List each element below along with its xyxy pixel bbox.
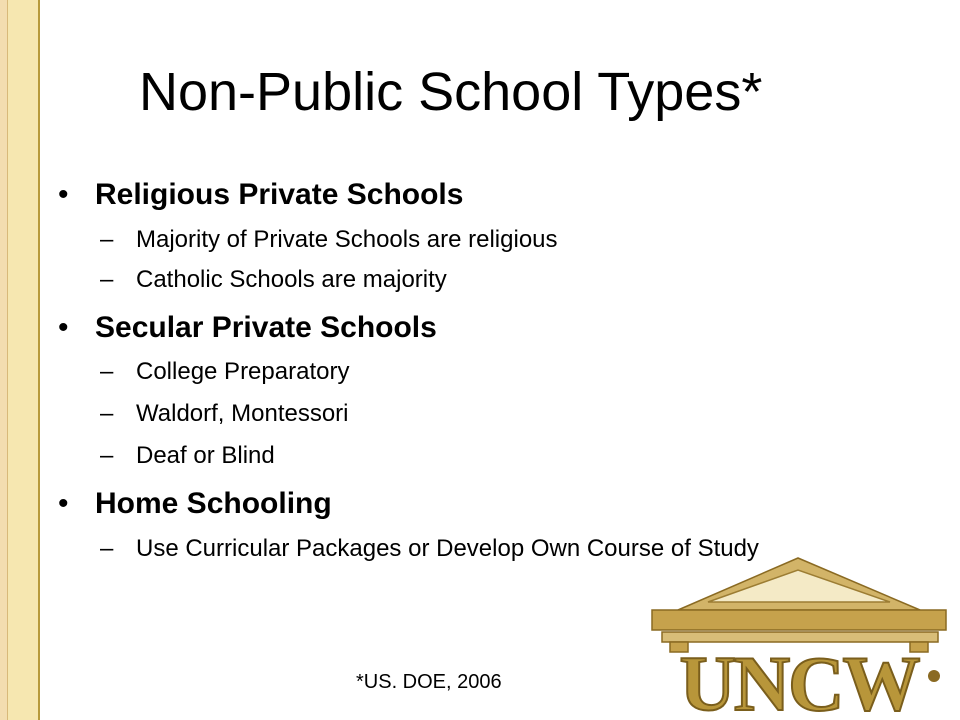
- bullet-glyph: •: [58, 178, 69, 211]
- dash-glyph: –: [100, 442, 114, 469]
- dash-glyph: –: [100, 535, 114, 562]
- bullet-glyph: •: [58, 311, 69, 344]
- sub-item-text: College Preparatory: [136, 358, 350, 385]
- sub-item-text: Use Curricular Packages or Develop Own Course of Study: [136, 535, 759, 562]
- sub-item-text: Deaf or Blind: [136, 442, 275, 469]
- footnote: *US. DOE, 2006: [356, 671, 502, 693]
- sub-item-text: Majority of Private Schools are religious: [136, 226, 558, 253]
- sub-item-text: Waldorf, Montessori: [136, 400, 349, 427]
- svg-text:UNCW: UNCW: [679, 640, 919, 720]
- bullet-heading: Home Schooling: [95, 487, 332, 520]
- bullet-heading: Religious Private Schools: [95, 178, 464, 211]
- dash-glyph: –: [100, 400, 114, 427]
- uncw-logo: [638, 552, 960, 720]
- sub-item-text: Catholic Schools are majority: [136, 266, 447, 293]
- dash-glyph: –: [100, 358, 114, 385]
- dash-glyph: –: [100, 226, 114, 253]
- slide-title: Non-Public School Types*: [139, 62, 763, 122]
- dash-glyph: –: [100, 266, 114, 293]
- bullet-heading: Secular Private Schools: [95, 311, 437, 344]
- bullet-glyph: •: [58, 487, 69, 520]
